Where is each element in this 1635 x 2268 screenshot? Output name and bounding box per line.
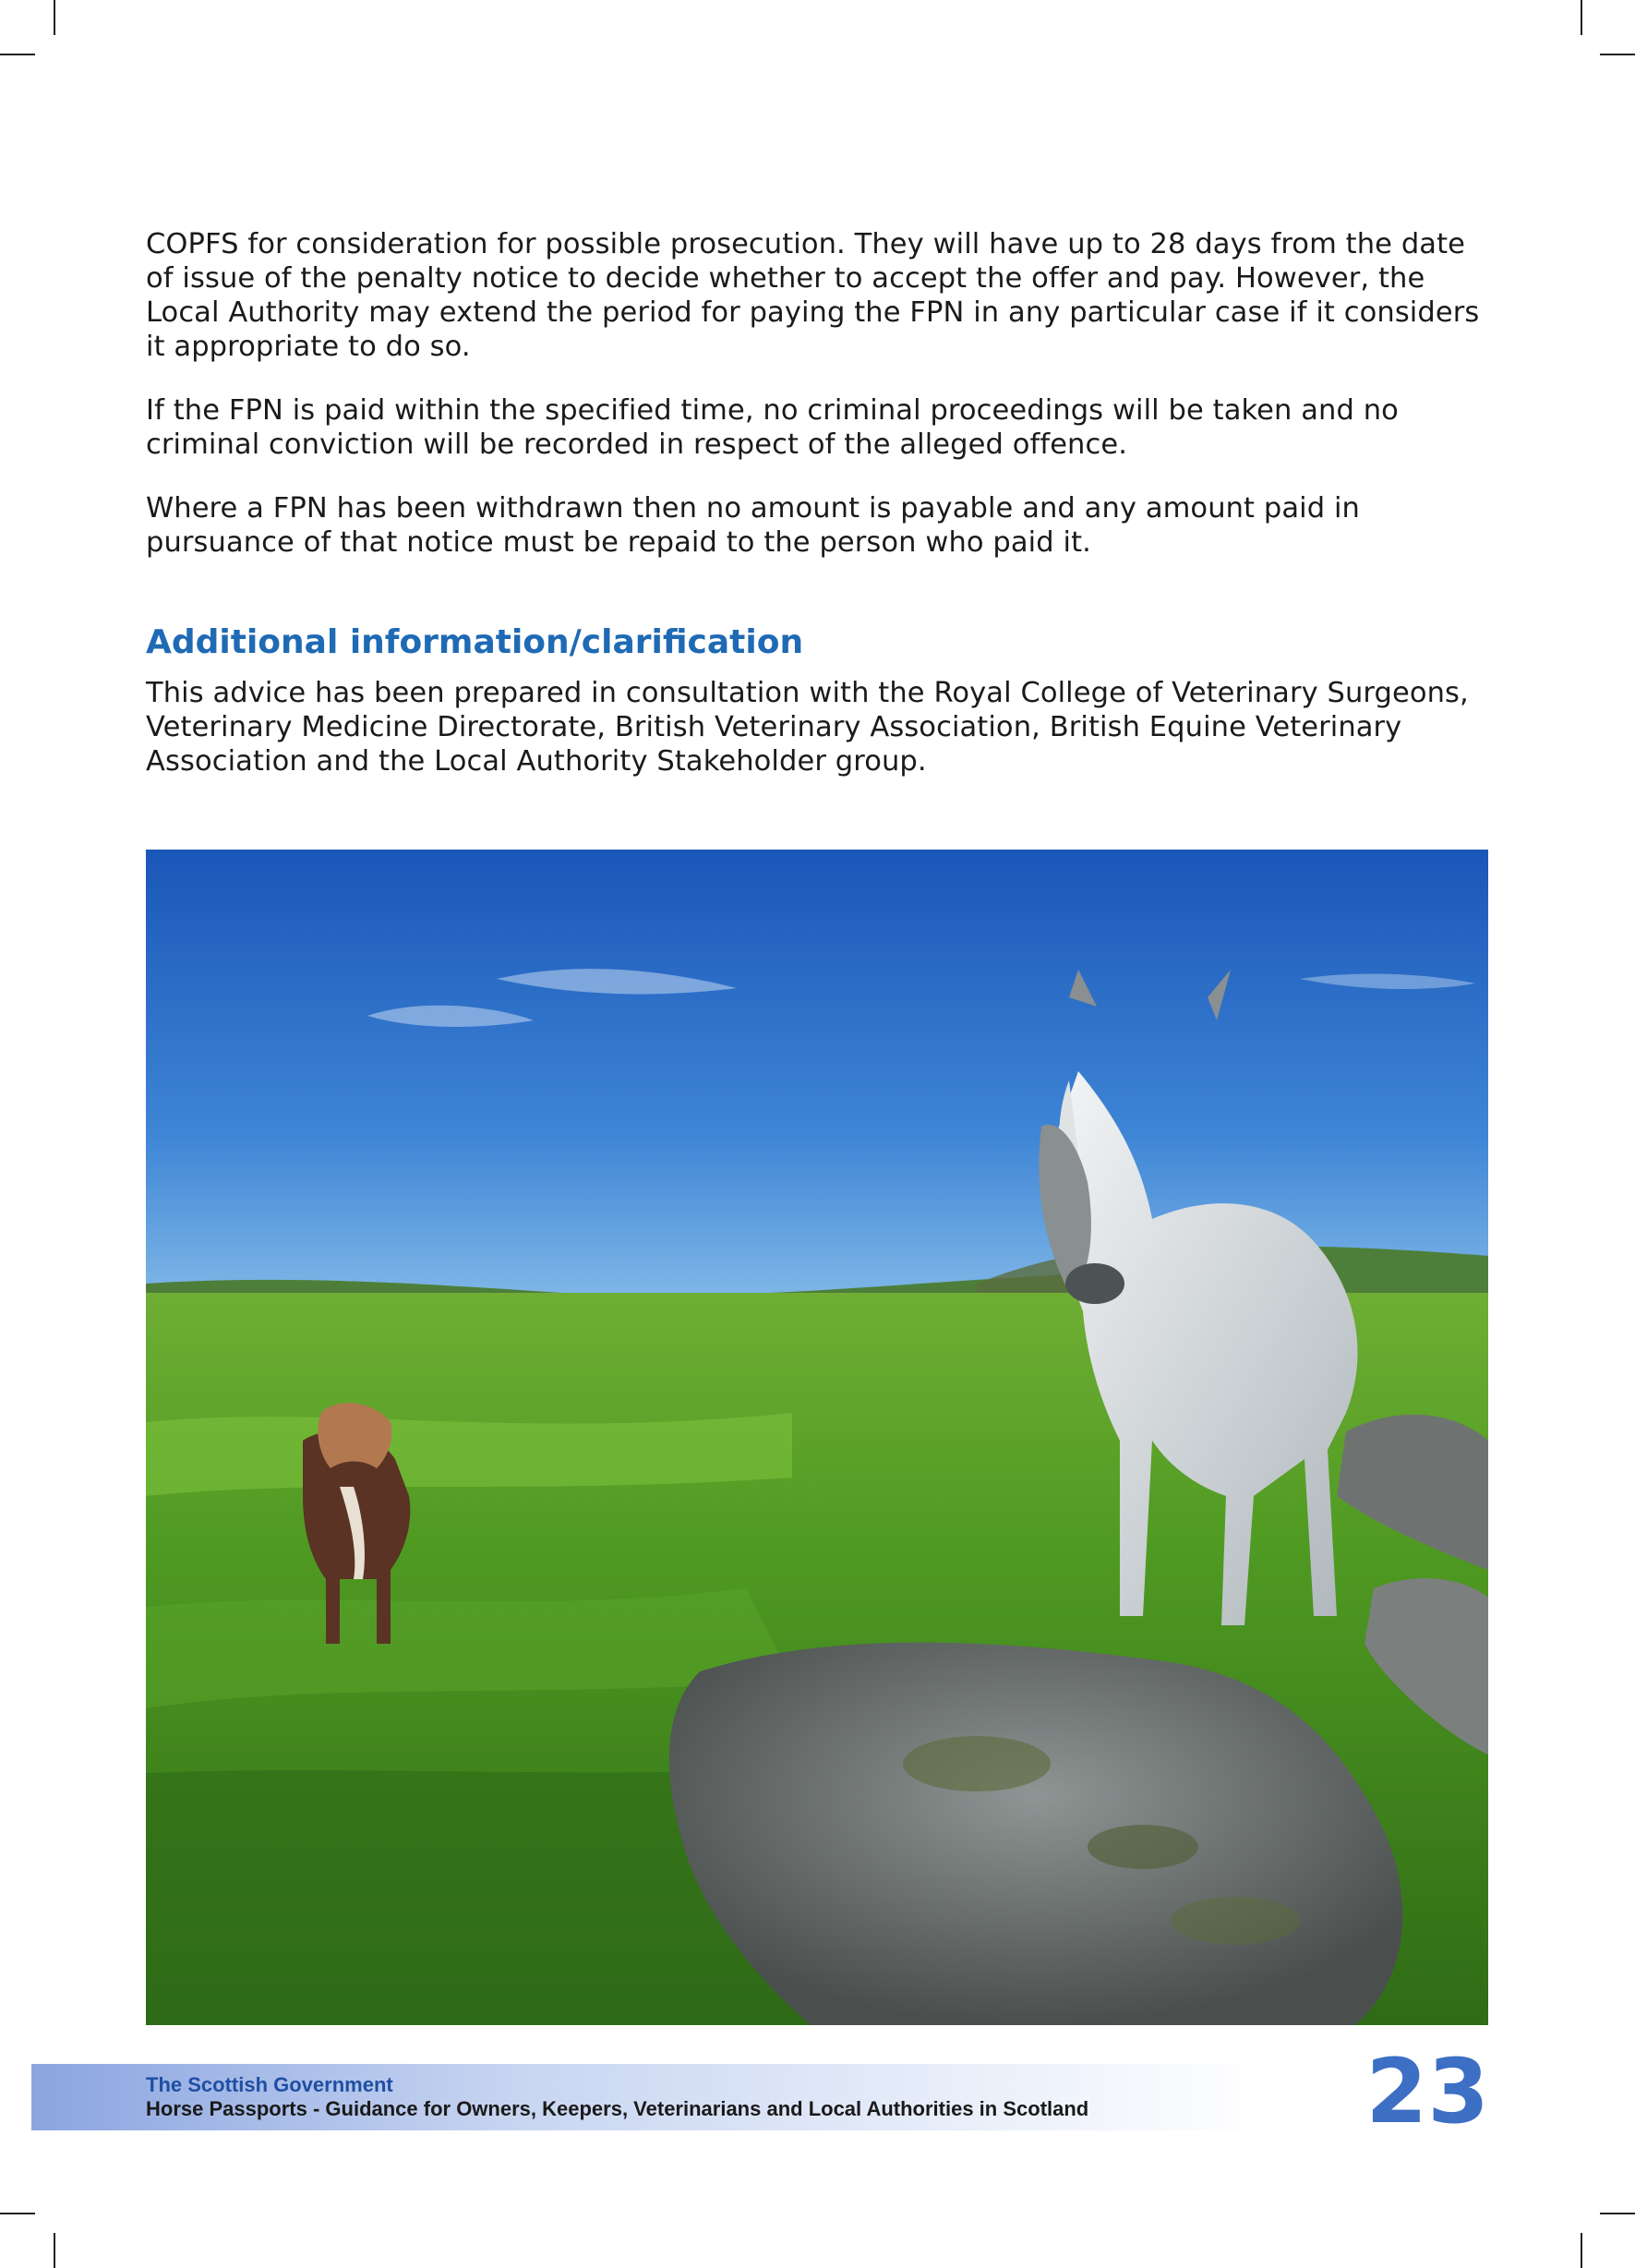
footer-organisation: The Scottish Government [146,2073,393,2096]
horses-photo-illustration [146,850,1488,2025]
crop-mark-top-left-v [54,0,55,35]
paragraph-copfs: COPFS for consideration for possible prosecution. They will have up to 28 days from the date of issue of the penalty notice to decide whether to accept the offer and pay. However, the Local Authority may extend the period for paying the FPN in any particular case if it considers it appropriate to do so. [146,228,1480,363]
paragraph-fpn-withdrawn: Where a FPN has been withdrawn then no amount is payable and any amount paid in pursuance of that notice must be repaid to the person who paid it. [146,492,1360,559]
crop-mark-bottom-left-h [0,2213,35,2214]
paragraph-fpn-paid: If the FPN is paid within the specified time, no criminal proceedings will be taken and no criminal conviction will be recorded in respect of the alleged offence. [146,394,1399,461]
crop-mark-top-right-h [1600,54,1635,55]
footer-document-title: Horse Passports - Guidance for Owners, Keepers, Veterinarians and Local Authorities in Scotland [146,2097,1089,2120]
body-text [146,227,1489,589]
crop-mark-bottom-right-v [1581,2233,1582,2268]
crop-mark-bottom-left-v [54,2233,55,2268]
crop-mark-top-left-h [0,54,35,55]
paragraph-consultation: This advice has been prepared in consultation with the Royal College of Veterinary Surgeons, Veterinary Medicine Directorate, British Veterinary Association, British Equine Veterinary Association and the Local Authority Stakeholder group. [146,677,1469,778]
crop-mark-bottom-right-h [1600,2213,1635,2214]
crop-mark-top-right-v [1581,0,1582,35]
page-number: 23 [1365,2040,1489,2143]
section-heading: Additional information/clarification [146,623,804,661]
section-body [146,676,1489,808]
horses-photo [146,850,1488,2025]
footer [146,2073,1088,2121]
